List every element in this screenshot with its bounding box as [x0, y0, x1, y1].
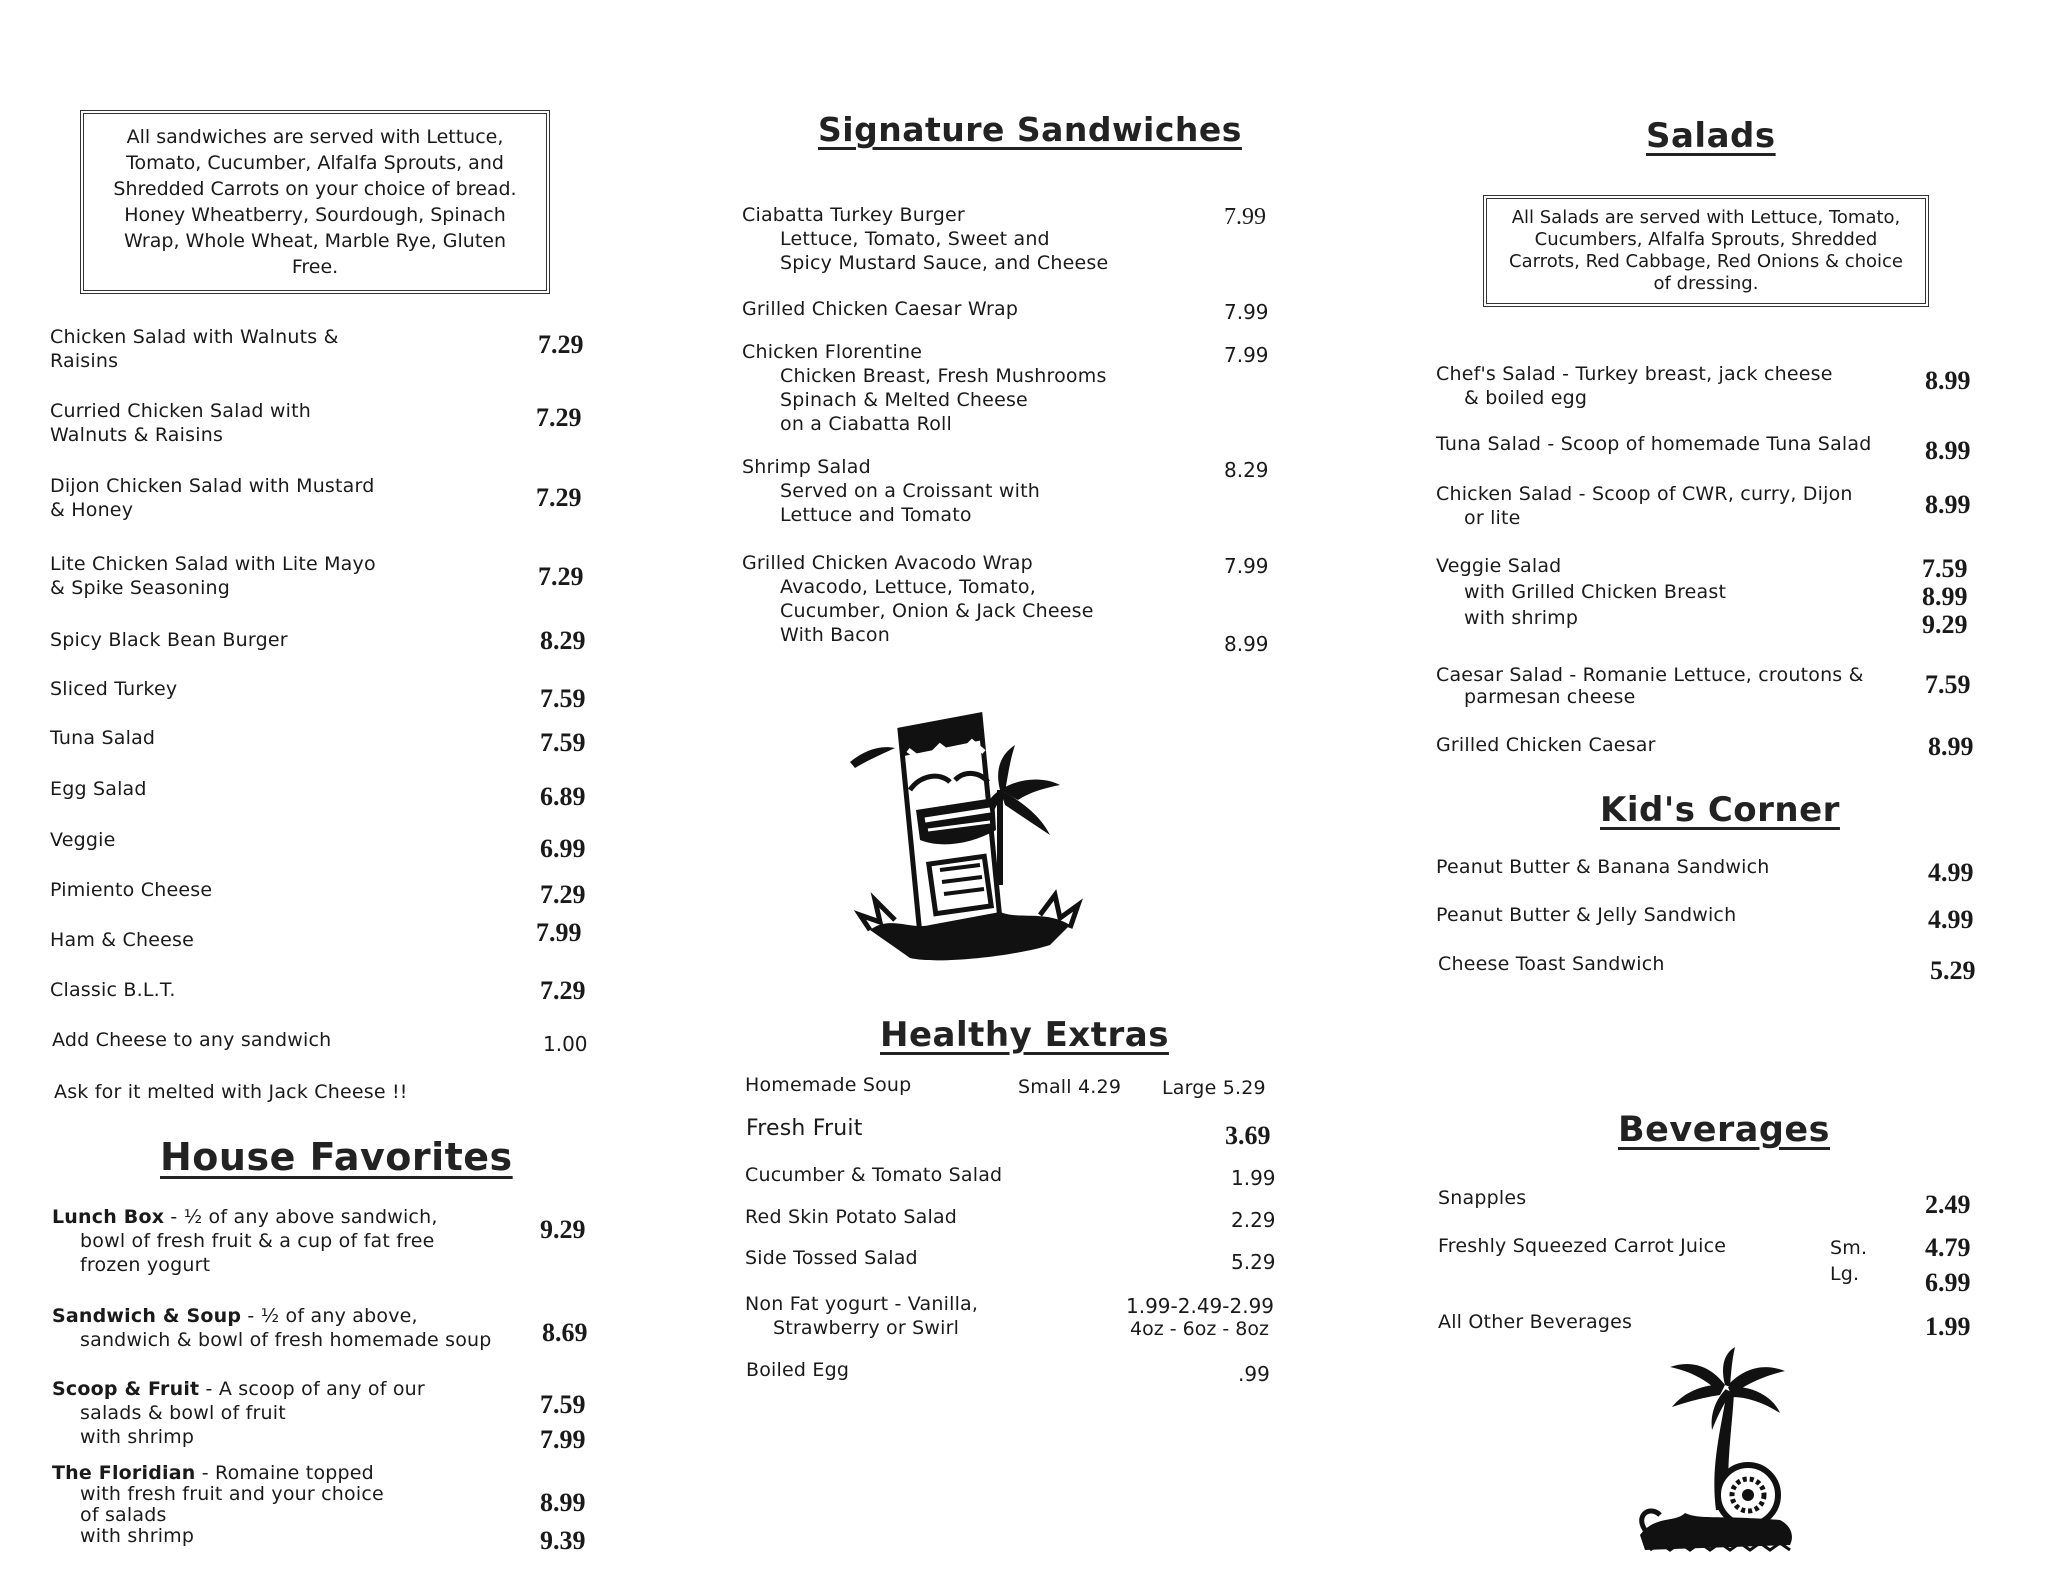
kids-corner-heading: Kid's Corner	[1600, 790, 1840, 830]
scoop-fruit-item	[52, 1377, 492, 1449]
item-name: Grilled Chicken Caesar Wrap	[742, 298, 1019, 320]
kids-item-name: Peanut Butter & Banana Sandwich	[1436, 856, 1770, 878]
florentine-item	[742, 340, 1107, 436]
caesar-wrap-item	[742, 297, 1018, 321]
item-price: 7.59	[540, 728, 586, 757]
item-price: 7.29	[540, 976, 586, 1005]
item-desc: - A scoop of any of our	[199, 1378, 425, 1400]
item-price: 4.99	[1928, 858, 1974, 887]
item-price: 7.29	[536, 403, 582, 432]
item-price: 8.99	[1224, 632, 1269, 656]
item-price: 1.00	[543, 1032, 588, 1056]
item-name: Chicken Salad with Walnuts &	[50, 326, 339, 348]
item-name: Tuna Salad - Scoop of homemade Tuna Salad	[1436, 433, 1872, 455]
item-name-cont: & Honey	[50, 499, 134, 521]
item-name: Ham & Cheese	[50, 929, 195, 951]
item-price: 2.49	[1925, 1190, 1971, 1219]
salad-notice-box	[1483, 195, 1929, 307]
ciabatta-item	[742, 203, 1108, 275]
tuna-salad-item	[1436, 432, 1872, 456]
item-desc: with fresh fruit and your choice	[80, 1483, 384, 1505]
item-name: Ciabatta Turkey Burger	[742, 204, 965, 226]
veggie-salad-item	[1436, 553, 1726, 631]
item-name: Pimiento Cheese	[50, 879, 213, 901]
item-name: Lunch Box	[52, 1206, 165, 1228]
item-price: 1.99	[1231, 1166, 1276, 1190]
menu-item	[50, 928, 194, 952]
item-name: Sliced Turkey	[50, 678, 178, 700]
item-price: 5.29	[1930, 956, 1976, 985]
item-name: Add Cheese to any sandwich	[52, 1029, 332, 1051]
item-desc: frozen yogurt	[80, 1254, 211, 1276]
shrimp-salad-item	[742, 455, 1040, 527]
item-name: Fresh Fruit	[746, 1116, 863, 1141]
healthy-extras-heading: Healthy Extras	[880, 1015, 1169, 1055]
item-price: 7.29	[538, 562, 584, 591]
item-price: 8.99	[1928, 732, 1974, 761]
item-price: 8.69	[542, 1318, 588, 1347]
item-name: Curried Chicken Salad with	[50, 400, 312, 422]
item-desc: Chicken Breast, Fresh Mushrooms	[780, 365, 1107, 387]
item-desc: Lettuce and Tomato	[780, 504, 972, 526]
item-price: 7.99	[1224, 554, 1269, 578]
sandwich-notice-box	[80, 110, 550, 294]
item-name-cont: Walnuts & Raisins	[50, 424, 224, 446]
house-favorites-heading: House Favorites	[160, 1135, 513, 1179]
item-price: 8.29	[540, 626, 586, 655]
item-price: 8.99	[1925, 436, 1971, 465]
item-price: 7.59	[540, 684, 586, 713]
item-price-large: Large 5.29	[1162, 1077, 1266, 1099]
item-desc: Spinach & Melted Cheese	[780, 389, 1028, 411]
chicken-salad-item	[1436, 482, 1853, 530]
item-price: 7.29	[540, 880, 586, 909]
item-name: Red Skin Potato Salad	[745, 1206, 958, 1228]
size-label: Lg.	[1830, 1263, 1860, 1285]
item-name: Dijon Chicken Salad with Mustard	[50, 475, 375, 497]
menu-item	[50, 474, 430, 522]
item-desc: Lettuce, Tomato, Sweet and	[780, 228, 1050, 250]
item-desc: or lite	[1464, 507, 1521, 529]
item-price: 8.99	[1922, 582, 1968, 611]
menu-item	[50, 978, 176, 1002]
item-desc: Spicy Mustard Sauce, and Cheese	[780, 252, 1109, 274]
item-price: 9.29	[1922, 610, 1968, 639]
item-name: Chef's Salad - Turkey breast, jack cheese	[1436, 363, 1833, 385]
item-price: 9.29	[540, 1215, 586, 1244]
item-price: 5.29	[1231, 1250, 1276, 1274]
item-price: 4.99	[1928, 905, 1974, 934]
item-desc: - ½ of any above sandwich,	[164, 1206, 438, 1228]
item-name: Grilled Chicken Avacodo Wrap	[742, 552, 1033, 574]
item-name: Sandwich & Soup	[52, 1305, 242, 1327]
item-desc: salads & bowl of fruit	[80, 1402, 286, 1424]
item-price: 8.99	[1925, 490, 1971, 519]
item-price: 8.29	[1224, 458, 1269, 482]
item-desc: sandwich & bowl of fresh homemade soup	[80, 1329, 492, 1351]
item-desc: with shrimp	[1464, 607, 1579, 629]
item-name: Chicken Salad - Scoop of CWR, curry, Dijon	[1436, 483, 1853, 505]
item-name: Snapples	[1438, 1187, 1527, 1209]
item-name: Classic B.L.T.	[50, 979, 176, 1001]
beverages-heading: Beverages	[1618, 1110, 1830, 1150]
item-name: Spicy Black Bean Burger	[50, 629, 288, 651]
grilled-caesar-item	[1436, 733, 1656, 757]
item-name: Veggie Salad	[1436, 555, 1562, 577]
sandwich-notice-text: All sandwiches are served with Lettuce, Tomato, Cucumber, Alfalfa Sprouts, and Shredded Carrots on your choice of bread. Honey Wheatberry, Sourdough, Spinach Wrap, Whole Wheat, Marble Rye, Gluten Free.	[113, 126, 517, 278]
item-price: .99	[1238, 1362, 1270, 1386]
item-price: 8.99	[1925, 366, 1971, 395]
item-name: Freshly Squeezed Carrot Juice	[1438, 1235, 1727, 1257]
item-desc: on a Ciabatta Roll	[780, 413, 952, 435]
item-price: 8.99	[540, 1488, 586, 1517]
item-name: Side Tossed Salad	[745, 1247, 918, 1269]
signature-sandwiches-heading: Signature Sandwiches	[818, 110, 1242, 149]
item-name: Tuna Salad	[50, 727, 156, 749]
item-name: Cucumber & Tomato Salad	[745, 1164, 1003, 1186]
menu-item	[52, 1028, 331, 1052]
kids-item-name: Peanut Butter & Jelly Sandwich	[1436, 904, 1737, 926]
item-name: Homemade Soup	[745, 1074, 912, 1096]
item-name-cont: & Spike Seasoning	[50, 577, 231, 599]
item-name: Lite Chicken Salad with Lite Mayo	[50, 553, 376, 575]
item-name: Grilled Chicken Caesar	[1436, 734, 1656, 756]
item-price: 7.99	[1224, 343, 1269, 367]
size-label: Sm.	[1830, 1237, 1868, 1259]
item-price: 7.59	[540, 1390, 586, 1419]
menu-item	[50, 777, 147, 801]
item-price: 7.29	[538, 330, 584, 359]
item-desc: parmesan cheese	[1464, 686, 1636, 708]
palm-tree-icon	[1630, 1345, 1800, 1565]
item-price: 6.89	[540, 782, 586, 811]
item-name: All Other Beverages	[1438, 1311, 1633, 1333]
item-name: Egg Salad	[50, 778, 147, 800]
yogurt-item	[745, 1292, 978, 1340]
melted-note: Ask for it melted with Jack Cheese !!	[54, 1081, 408, 1103]
salads-heading: Salads	[1646, 116, 1776, 156]
item-name: Veggie	[50, 829, 116, 851]
item-price: 1.99-2.49-2.99	[1126, 1294, 1275, 1318]
item-desc: - ½ of any above,	[241, 1305, 418, 1327]
menu-item	[50, 677, 177, 701]
chefs-salad-item	[1436, 362, 1833, 410]
caesar-salad-item	[1436, 664, 1864, 708]
item-price: 7.99	[536, 918, 582, 947]
item-desc: Strawberry or Swirl	[773, 1317, 960, 1339]
item-name: The Floridian	[52, 1462, 196, 1484]
menu-item	[50, 828, 116, 852]
item-desc: bowl of fresh fruit & a cup of fat free	[80, 1230, 435, 1252]
item-price: 2.29	[1231, 1208, 1276, 1232]
item-desc: & boiled egg	[1464, 387, 1588, 409]
item-name: Non Fat yogurt - Vanilla,	[745, 1293, 979, 1315]
floridian-item	[52, 1463, 492, 1547]
item-price: 4.79	[1925, 1233, 1971, 1262]
kids-item-name: Cheese Toast Sandwich	[1438, 953, 1665, 975]
item-price-small: Small 4.29	[1018, 1076, 1122, 1098]
item-name: Chicken Florentine	[742, 341, 923, 363]
item-price: 3.69	[1225, 1121, 1271, 1150]
item-price: 7.59	[1925, 670, 1971, 699]
item-price: 7.59	[1922, 554, 1968, 583]
item-price: 9.39	[540, 1526, 586, 1555]
item-price: 6.99	[540, 834, 586, 863]
menu-item	[50, 399, 430, 447]
menu-item	[50, 726, 155, 750]
item-desc: Cucumber, Onion & Jack Cheese	[780, 600, 1094, 622]
item-name: Caesar Salad - Romanie Lettuce, croutons &	[1436, 664, 1864, 686]
lunch-box-item	[52, 1205, 512, 1277]
item-desc: of salads	[80, 1504, 167, 1526]
item-desc: with shrimp	[80, 1525, 195, 1547]
salad-notice-text: All Salads are served with Lettuce, Tomato, Cucumbers, Alfalfa Sprouts, Shredded Carrots, Red Cabbage, Red Onions & choice of dressing.	[1509, 207, 1903, 294]
sandwich-soup-item	[52, 1304, 532, 1352]
item-sizes: 4oz - 6oz - 8oz	[1130, 1318, 1269, 1340]
item-name: Boiled Egg	[746, 1359, 850, 1381]
item-name: Shrimp Salad	[742, 456, 871, 478]
item-desc: Avacodo, Lettuce, Tomato,	[780, 576, 1036, 598]
item-desc: with Grilled Chicken Breast	[1464, 581, 1727, 603]
tiki-icon	[850, 700, 1090, 980]
menu-item	[50, 552, 430, 600]
item-price: 1.99	[1925, 1312, 1971, 1341]
menu-item	[50, 878, 212, 902]
item-desc: Served on a Croissant with	[780, 480, 1041, 502]
menu-item	[50, 628, 288, 652]
item-desc: - Romaine topped	[195, 1462, 374, 1484]
item-price: 7.99	[1224, 300, 1269, 324]
item-name-cont: Raisins	[50, 350, 119, 372]
item-price: 7.99	[540, 1425, 586, 1454]
item-price: 7.99	[1224, 204, 1266, 230]
item-name: Scoop & Fruit	[52, 1378, 200, 1400]
item-desc: With Bacon	[780, 624, 890, 646]
item-desc: with shrimp	[80, 1426, 195, 1448]
item-price: 6.99	[1925, 1268, 1971, 1297]
avocado-wrap-item	[742, 551, 1094, 647]
menu-item	[50, 325, 430, 373]
item-price: 7.29	[536, 483, 582, 512]
